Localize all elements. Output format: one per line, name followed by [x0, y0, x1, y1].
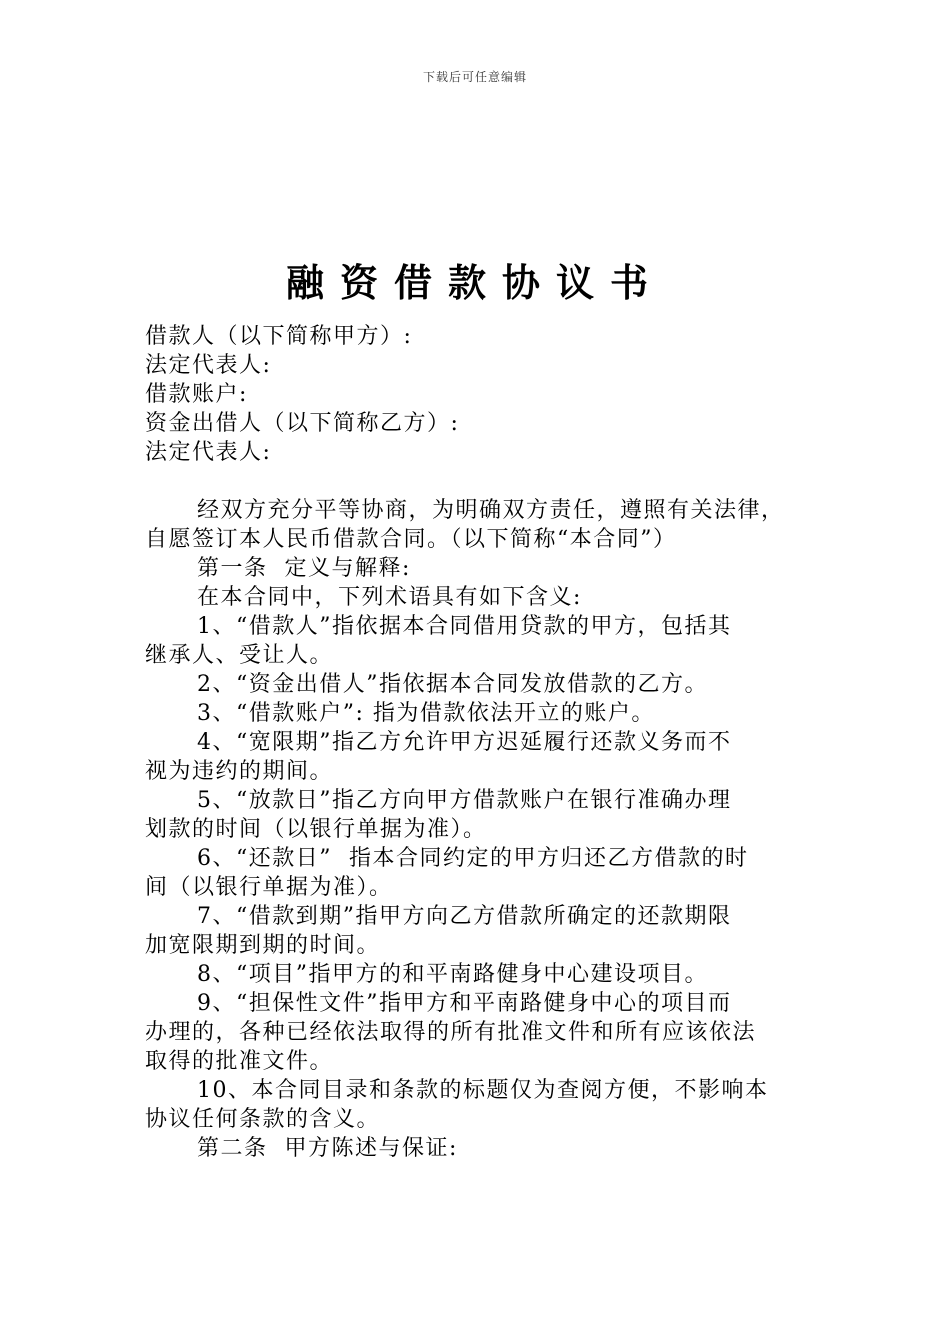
agreement-text [145, 496, 815, 1163]
parties-block [145, 322, 815, 467]
body-line: 第二条 甲方陈述与保证: [197, 1136, 458, 1161]
body-line: 在本合同中，下列术语具有如下含义: [197, 585, 582, 610]
body-line: 间（以银行单据为准）。 [145, 875, 393, 900]
body-line: 继承人、受让人。 [145, 643, 334, 668]
party-line-borrower-rep: 法定代表人: [145, 353, 272, 378]
body-line: 5、“放款日”指乙方向甲方借款账户在银行准确办理 [197, 788, 732, 813]
body-line: 2、“资金出借人”指依据本合同发放借款的乙方。 [197, 672, 708, 697]
body-line: 划款的时间（以银行单据为准）。 [145, 817, 487, 842]
body-line: 协议任何条款的含义。 [145, 1107, 381, 1132]
document-body [145, 322, 815, 1163]
party-line-lender: 资金出借人（以下简称乙方）: [145, 411, 460, 436]
body-line: 8、“项目”指甲方的和平南路健身中心建设项目。 [197, 962, 708, 987]
body-line: 3、“借款账户”: 指为借款依法开立的账户。 [197, 701, 655, 726]
body-line: 9、“担保性文件”指甲方和平南路健身中心的项目而 [197, 991, 732, 1016]
body-line: 经双方充分平等协商，为明确双方责任，遵照有关法律， [197, 498, 785, 523]
body-line: 6、“还款日” 指本合同约定的甲方归还乙方借款的时 [197, 846, 749, 871]
body-line: 自愿签订本人民币借款合同。（以下简称“本合同”） [145, 527, 677, 552]
body-line: 10、本合同目录和条款的标题仅为查阅方便，不影响本 [197, 1078, 769, 1103]
body-line: 第一条 定义与解释: [197, 556, 411, 581]
body-line: 1、“借款人”指依据本合同借用贷款的甲方，包括其 [197, 614, 732, 639]
page-header-note: 下载后可任意编辑 [422, 70, 527, 84]
party-line-lender-rep: 法定代表人: [145, 440, 272, 465]
party-line-borrower: 借款人（以下简称甲方）: [145, 324, 413, 349]
document-title: 融资借款协议书 [285, 261, 664, 305]
body-line: 办理的，各种已经依法取得的所有批准文件和所有应该依法 [145, 1020, 757, 1045]
spacer [145, 467, 815, 496]
body-line: 7、“借款到期”指甲方向乙方借款所确定的还款期限 [197, 904, 732, 929]
body-line: 加宽限期到期的时间。 [145, 933, 381, 958]
body-line: 4、“宽限期”指乙方允许甲方迟延履行还款义务而不 [197, 730, 732, 755]
body-line: 视为违约的期间。 [145, 759, 334, 784]
body-line: 取得的批准文件。 [145, 1049, 334, 1074]
party-line-account: 借款账户: [145, 382, 248, 407]
